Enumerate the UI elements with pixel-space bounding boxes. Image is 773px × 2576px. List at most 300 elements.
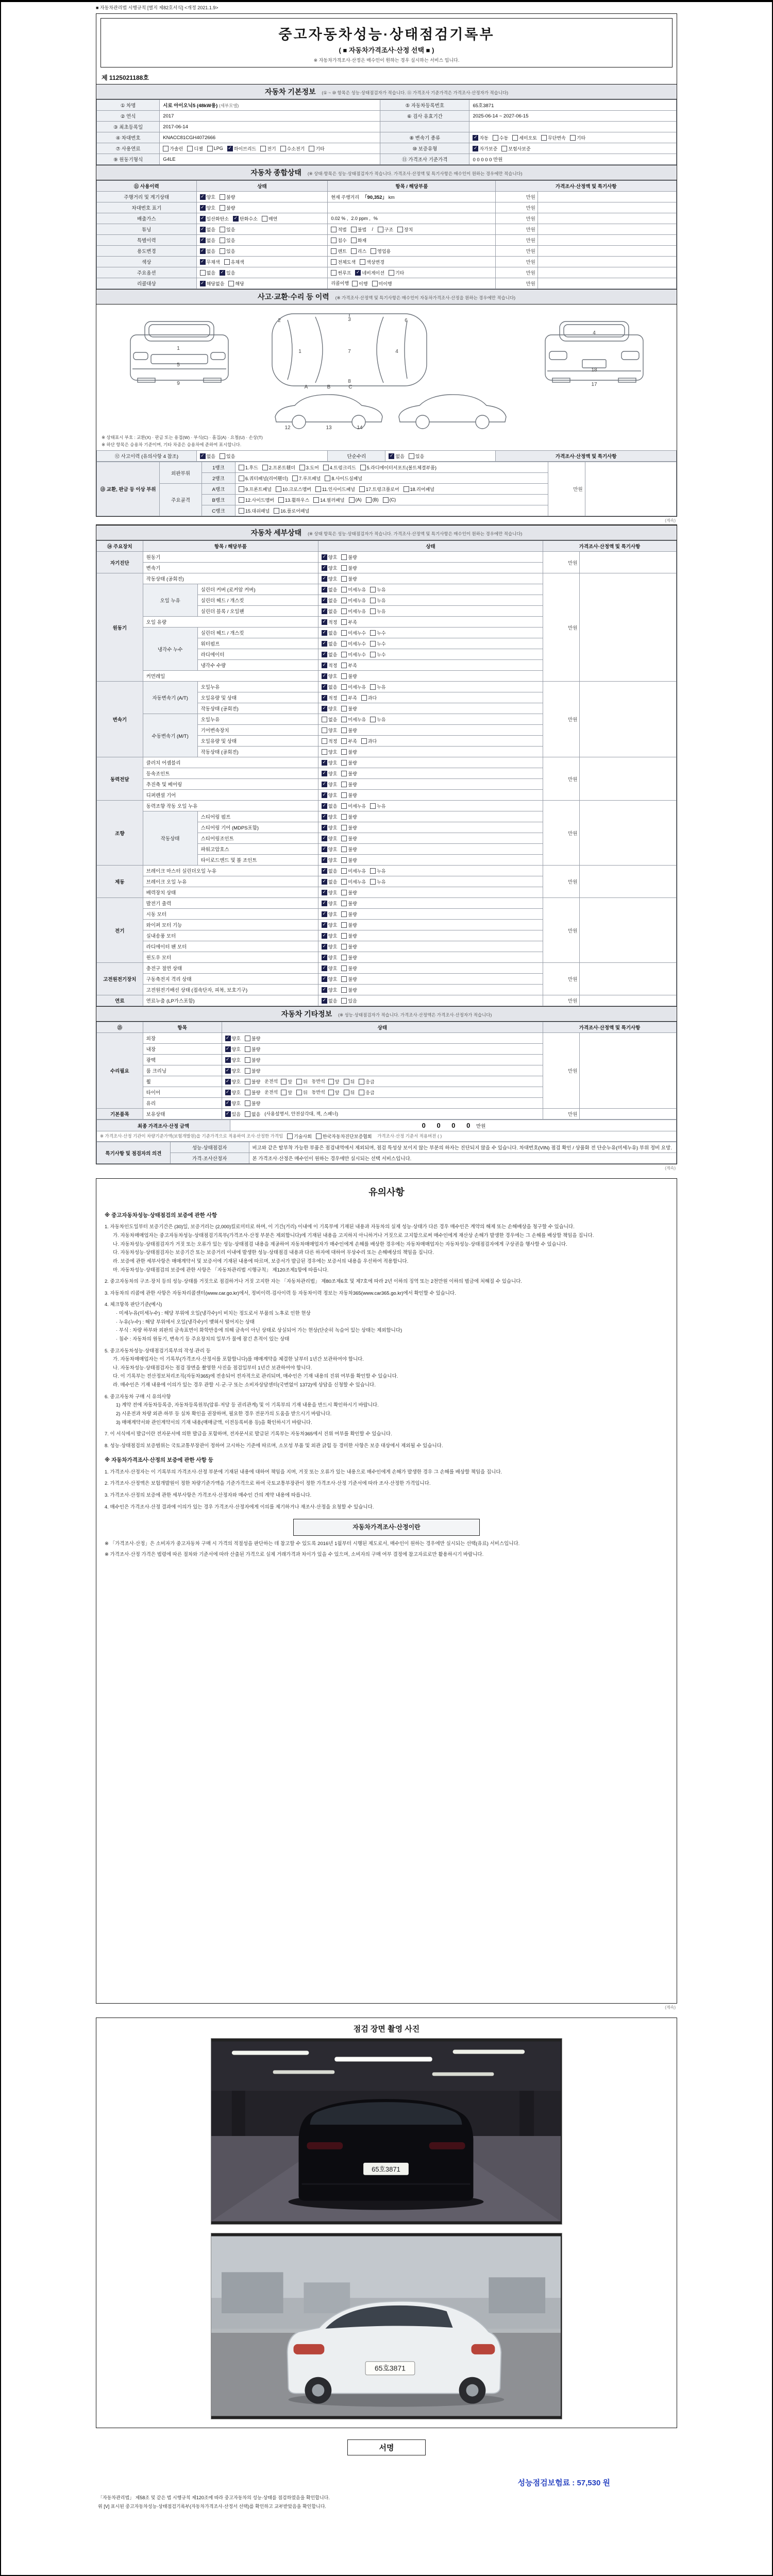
checkbox-option[interactable] xyxy=(322,575,337,582)
checkbox-option[interactable] xyxy=(331,248,346,255)
checkbox-option[interactable] xyxy=(344,1089,355,1096)
checkbox-option[interactable] xyxy=(328,1078,340,1085)
checkbox-option[interactable] xyxy=(370,651,385,658)
checkbox-option[interactable] xyxy=(341,727,357,734)
checkbox-option[interactable] xyxy=(341,673,357,680)
checkbox-option[interactable] xyxy=(341,965,357,972)
checkbox-option[interactable] xyxy=(239,486,272,493)
checkbox-box-icon xyxy=(341,955,347,960)
checkbox-option[interactable] xyxy=(341,878,366,885)
checkbox-option[interactable] xyxy=(370,803,385,809)
final-price-label: 최종 가격조사·산정 금액 xyxy=(97,1120,230,1131)
checkbox-option[interactable] xyxy=(341,857,357,863)
checkbox-label: 양호 xyxy=(231,1090,241,1095)
checkbox-option[interactable] xyxy=(322,976,337,982)
checkbox-option[interactable] xyxy=(200,453,215,460)
checkbox-option[interactable] xyxy=(281,1078,292,1085)
checkbox-box-icon xyxy=(322,955,327,960)
checkbox-option[interactable] xyxy=(200,205,215,211)
vehicle-name-cell xyxy=(160,100,380,111)
checkbox-label: 미세누유 xyxy=(348,717,366,722)
checkbox-option[interactable] xyxy=(341,684,366,690)
first-registration-date: 2017-06-14 xyxy=(160,122,380,132)
checkbox-option[interactable] xyxy=(359,1089,374,1096)
checkbox-label: 양호 xyxy=(328,901,338,906)
checkbox-option[interactable] xyxy=(409,453,424,460)
state-cell xyxy=(318,606,543,617)
checkbox-option[interactable] xyxy=(341,749,357,755)
checkbox-label: 불량 xyxy=(348,911,357,917)
checkbox-option[interactable] xyxy=(200,259,220,265)
checkbox-option[interactable] xyxy=(341,565,357,571)
checkbox-option[interactable] xyxy=(322,954,337,961)
checkbox-box-icon xyxy=(322,717,327,722)
checkbox-box-icon xyxy=(341,890,347,895)
checkbox-option[interactable] xyxy=(220,194,235,200)
checkbox-option[interactable] xyxy=(200,248,215,255)
checkbox-box-icon xyxy=(370,598,376,603)
checkbox-option[interactable] xyxy=(262,215,277,222)
table-row xyxy=(97,143,677,154)
checkbox-option[interactable] xyxy=(225,1035,241,1042)
checkbox-option[interactable] xyxy=(292,475,321,482)
checkbox-option[interactable] xyxy=(344,1078,355,1085)
checkbox-option[interactable] xyxy=(370,868,385,874)
row-label: 색상 xyxy=(97,257,197,267)
notice-item: 2. 가격조사·산정액은 보험개발원이 정한 차량기준가액을 기준가격으로 하여 국토교통부장관이 정한 가격조사·산정 기준서에 따라 조사·산정한 가격입니다. xyxy=(105,1481,431,1487)
checkbox-option[interactable] xyxy=(370,586,385,593)
checkbox-option[interactable] xyxy=(322,759,337,766)
item-label-cell: 동력조향 작동 오일 누유 xyxy=(143,801,318,811)
checkbox-option[interactable] xyxy=(331,269,351,276)
checkbox-box-icon xyxy=(220,205,225,211)
checkbox-option[interactable] xyxy=(225,1067,241,1074)
checkbox-option[interactable] xyxy=(322,835,337,842)
checkbox-box-icon xyxy=(331,238,337,243)
checkbox-option[interactable] xyxy=(341,933,357,939)
checkbox-option[interactable] xyxy=(322,630,337,636)
checkbox-option[interactable] xyxy=(322,922,337,928)
checkbox-option[interactable] xyxy=(225,1111,241,1117)
checkbox-option[interactable] xyxy=(331,237,346,244)
checkbox-option[interactable] xyxy=(370,630,385,636)
checkbox-option[interactable] xyxy=(322,684,337,690)
checkbox-box-icon xyxy=(200,259,206,265)
checkbox-option[interactable] xyxy=(341,759,357,766)
checkbox-label: 양호 xyxy=(328,846,338,852)
checkbox-option[interactable] xyxy=(278,497,309,503)
checkbox-option[interactable] xyxy=(207,146,223,151)
checkbox-option[interactable] xyxy=(313,497,344,503)
checkbox-option[interactable] xyxy=(372,280,392,287)
checkbox-option[interactable] xyxy=(370,716,385,723)
notice-item: ※ 가격조사·산정 가격은 법령에 따른 절차와 기준서에 따라 산출된 가격으로 실제 거래가격과 차이가 있을 수 있으며, 소비자의 구매 여부 결정에 참고자료로만 활용하시기 바랍니다. xyxy=(105,1551,484,1557)
checkbox-option[interactable] xyxy=(341,630,366,636)
checkbox-box-icon xyxy=(341,608,347,614)
checkbox-option[interactable] xyxy=(351,226,366,233)
svg-text:2: 2 xyxy=(278,318,281,324)
price-cell: 만원 xyxy=(543,963,580,995)
checkbox-option[interactable] xyxy=(322,857,337,863)
section-comprehensive-title xyxy=(96,165,677,180)
checkbox-label: 불량 xyxy=(348,814,357,820)
checkbox-option[interactable] xyxy=(341,846,357,853)
checkbox-option[interactable] xyxy=(322,565,337,571)
checkbox-option[interactable] xyxy=(322,554,337,561)
checkbox-box-icon xyxy=(351,227,357,232)
price-cell: 만원 xyxy=(496,278,538,289)
remark-cell xyxy=(580,866,677,898)
checkbox-box-icon xyxy=(323,465,329,470)
checkbox-option[interactable] xyxy=(260,145,276,152)
checkbox-option[interactable] xyxy=(220,226,235,233)
checkbox-option[interactable] xyxy=(322,814,337,820)
checkbox-option[interactable] xyxy=(341,651,366,658)
checkbox-option[interactable] xyxy=(341,586,366,593)
checkbox-option[interactable] xyxy=(341,943,357,950)
checkbox-label: 부족 xyxy=(348,695,357,701)
notice-item: 4. 체크항목 판단기준(예시) xyxy=(105,1302,162,1308)
fee-unit: 원 xyxy=(602,2479,610,2487)
checkbox-option[interactable] xyxy=(322,943,337,950)
checkbox-option[interactable] xyxy=(296,1078,308,1085)
checkbox-option[interactable] xyxy=(360,259,384,265)
checkbox-option[interactable] xyxy=(341,554,357,561)
checkbox-label: 부족 xyxy=(348,619,357,625)
checkbox-label: 있음 xyxy=(226,453,236,459)
checkbox-box-icon xyxy=(225,1111,231,1117)
sub-group-cell: 자동변속기 (A/T) xyxy=(143,682,197,714)
checkbox-option[interactable] xyxy=(322,803,337,809)
checkbox-box-icon xyxy=(409,453,414,459)
checkbox-option[interactable] xyxy=(296,1089,308,1096)
checkbox-option[interactable] xyxy=(281,1089,292,1096)
checkbox-option[interactable] xyxy=(233,215,258,222)
checkbox-option[interactable] xyxy=(404,486,434,493)
continue-note: (계속) xyxy=(665,1166,676,1171)
checkbox-box-icon xyxy=(370,868,376,874)
checkbox-option[interactable] xyxy=(371,248,391,255)
checkbox-option[interactable] xyxy=(341,781,357,788)
checkbox-label: 전기 xyxy=(267,146,276,151)
checkbox-option[interactable] xyxy=(245,1100,260,1107)
checkbox-option[interactable] xyxy=(322,889,337,896)
checkbox-option[interactable] xyxy=(378,226,393,233)
remark-cell xyxy=(537,192,676,202)
checkbox-option[interactable] xyxy=(341,803,366,809)
checkbox-option[interactable] xyxy=(239,507,270,514)
table-row xyxy=(97,132,677,143)
notice-item: · 미세누유(미세누수) : 해당 부위에 오일(냉각수)이 비치는 정도로서 부품의 노후로 인한 현상 xyxy=(116,1311,311,1316)
checkbox-option[interactable] xyxy=(397,226,413,233)
checkbox-option[interactable] xyxy=(245,1067,260,1074)
checkbox-box-icon xyxy=(341,630,347,636)
checkbox-option[interactable] xyxy=(322,738,337,744)
checkbox-box-icon xyxy=(322,976,327,982)
checkbox-label: 양호 xyxy=(328,922,338,928)
checkbox-box-icon xyxy=(341,868,347,874)
checkbox-option[interactable] xyxy=(200,237,215,244)
checkbox-option[interactable] xyxy=(370,597,385,604)
accident-history-checks xyxy=(196,451,328,462)
checkbox-option[interactable] xyxy=(351,248,366,255)
checkbox-option[interactable] xyxy=(328,1089,340,1096)
checkbox-option[interactable] xyxy=(276,486,311,493)
checkbox-box-icon xyxy=(200,238,206,243)
checkbox-option[interactable] xyxy=(245,1057,260,1063)
checkbox-option[interactable] xyxy=(322,705,337,712)
checkbox-option[interactable] xyxy=(322,868,337,874)
checkbox-option[interactable] xyxy=(322,900,337,907)
checkbox-option[interactable] xyxy=(322,911,337,918)
checkbox-option[interactable] xyxy=(370,878,385,885)
checkbox-option[interactable] xyxy=(245,1035,260,1042)
checkbox-option[interactable] xyxy=(331,259,356,265)
checkbox-option[interactable] xyxy=(325,475,362,482)
checkbox-option[interactable] xyxy=(341,662,357,669)
checkbox-option[interactable] xyxy=(245,1111,260,1117)
checkbox-option[interactable] xyxy=(341,835,357,842)
checkbox-option[interactable] xyxy=(341,597,366,604)
checkbox-label: 양호 xyxy=(328,814,338,820)
device-group-cell: 변속기 xyxy=(97,682,143,757)
checkbox-option[interactable] xyxy=(341,738,357,744)
checkbox-label: 15.대쉬패널 xyxy=(245,508,270,514)
checkbox-option[interactable] xyxy=(341,987,357,993)
checkbox-option[interactable] xyxy=(360,464,436,471)
checkbox-option[interactable] xyxy=(341,900,357,907)
item-label-cell: 작동상태 (공회전) xyxy=(197,703,318,714)
checkbox-box-icon xyxy=(360,465,366,470)
checkbox-option[interactable] xyxy=(341,997,357,1004)
checkbox-option[interactable] xyxy=(280,145,305,152)
checkbox-box-icon xyxy=(473,135,478,141)
checkbox-option[interactable] xyxy=(322,673,337,680)
checkbox-option[interactable] xyxy=(341,889,357,896)
checkbox-option[interactable] xyxy=(341,575,357,582)
checkbox-label: 불량 xyxy=(348,955,357,960)
checkbox-option[interactable] xyxy=(239,475,288,482)
checkbox-option[interactable] xyxy=(274,507,309,514)
checkbox-option[interactable] xyxy=(493,134,508,141)
checkbox-option[interactable] xyxy=(200,280,225,287)
checkbox-box-icon xyxy=(366,497,372,503)
checkbox-option[interactable] xyxy=(341,954,357,961)
checkbox-option[interactable] xyxy=(322,933,337,939)
checkbox-option[interactable] xyxy=(224,259,244,265)
checkbox-option[interactable] xyxy=(341,976,357,982)
checkbox-box-icon xyxy=(331,248,337,254)
checkbox-option[interactable] xyxy=(341,824,357,831)
checkbox-option[interactable] xyxy=(341,705,357,712)
checkbox-option[interactable] xyxy=(322,824,337,831)
item-cell xyxy=(328,278,496,289)
checkbox-option[interactable] xyxy=(322,749,337,755)
checkbox-option[interactable] xyxy=(473,134,488,141)
checkbox-option[interactable] xyxy=(355,269,384,276)
checkbox-option[interactable] xyxy=(163,145,183,152)
checkbox-option[interactable] xyxy=(341,792,357,799)
checkbox-option[interactable] xyxy=(341,619,357,625)
checkbox-label: 불량 xyxy=(226,194,236,200)
final-price-value: 0 0 0 0 xyxy=(422,1122,475,1129)
checkbox-option[interactable] xyxy=(227,145,256,152)
checkbox-option[interactable] xyxy=(299,464,319,471)
checkbox-label: (A) xyxy=(355,497,362,502)
checkbox-option[interactable] xyxy=(322,965,337,972)
checkbox-option[interactable] xyxy=(473,145,497,152)
checkbox-option[interactable] xyxy=(322,619,337,625)
checkbox-option[interactable] xyxy=(341,640,366,647)
checkbox-option[interactable] xyxy=(225,1100,241,1107)
checkbox-option[interactable] xyxy=(389,269,404,276)
item-cell xyxy=(328,202,496,213)
checkbox-label: 7.루프패널 xyxy=(299,476,321,481)
panel-basic xyxy=(96,13,677,517)
checkbox-option[interactable] xyxy=(341,608,366,615)
row-label: 튜닝 xyxy=(97,224,197,235)
checkbox-option[interactable] xyxy=(322,727,337,734)
checkbox-option[interactable] xyxy=(200,215,229,222)
checkbox-option[interactable] xyxy=(322,770,337,777)
state-cell xyxy=(318,779,543,790)
remark-cell xyxy=(580,682,677,757)
checkbox-option[interactable] xyxy=(322,878,337,885)
checkbox-option[interactable] xyxy=(220,205,235,211)
state-cell xyxy=(318,941,543,952)
checkbox-option[interactable] xyxy=(316,1133,372,1140)
notice-item: · 부식 : 차량 하부와 외판의 금속표면이 화학반응에 의해 금속이 아닌 상태로 상실되어 가는 현상(단순히 녹슬어 있는 상태는 제외합니다) xyxy=(116,1328,402,1334)
checkbox-option[interactable] xyxy=(323,464,356,471)
checkbox-option[interactable] xyxy=(322,608,337,615)
fuel-type-checks xyxy=(160,143,380,154)
checkbox-option[interactable] xyxy=(349,497,362,503)
checkbox-label: 누유 xyxy=(377,717,386,722)
checkbox-option[interactable] xyxy=(361,738,377,744)
checkbox-option[interactable] xyxy=(200,269,215,276)
checkbox-option[interactable] xyxy=(359,486,399,493)
rank-cell: C랭크 xyxy=(201,505,235,516)
checkbox-option[interactable] xyxy=(225,1078,241,1085)
checkbox-option[interactable] xyxy=(187,145,203,152)
checkbox-option[interactable] xyxy=(225,1089,241,1096)
checkbox-label: 없음 xyxy=(328,652,338,657)
notice-body xyxy=(96,1204,677,1567)
checkbox-option[interactable] xyxy=(341,770,357,777)
checkbox-option[interactable] xyxy=(309,145,324,152)
checkbox-option[interactable] xyxy=(341,716,366,723)
checkbox-option[interactable] xyxy=(245,1046,260,1053)
state-cell xyxy=(318,833,543,844)
checkbox-option[interactable] xyxy=(220,237,235,244)
checkbox-option[interactable] xyxy=(370,640,385,647)
checkbox-option[interactable] xyxy=(287,1133,312,1140)
checkbox-label: 양호 xyxy=(328,857,338,863)
checkbox-option[interactable] xyxy=(200,226,215,233)
checkbox-option[interactable] xyxy=(239,464,258,471)
checkbox-option[interactable] xyxy=(220,453,235,460)
state-cell xyxy=(318,736,543,747)
checkbox-option[interactable] xyxy=(322,597,337,604)
checkbox-option[interactable] xyxy=(245,1089,260,1096)
checkbox-option[interactable] xyxy=(389,453,404,460)
checkbox-option[interactable] xyxy=(220,248,235,255)
checkbox-option[interactable] xyxy=(322,997,337,1004)
checkbox-option[interactable] xyxy=(262,464,295,471)
checkbox-option[interactable] xyxy=(331,226,346,233)
checkbox-option[interactable] xyxy=(341,911,357,918)
item-label-cell: 실내송풍 모터 xyxy=(143,930,318,941)
checkbox-option[interactable] xyxy=(239,497,274,503)
checkbox-label: 수동 xyxy=(499,135,509,141)
checkbox-option[interactable] xyxy=(200,194,215,200)
checkbox-option[interactable] xyxy=(315,486,355,493)
checkbox-option[interactable] xyxy=(352,280,367,287)
checkbox-option[interactable] xyxy=(322,651,337,658)
checkbox-option[interactable] xyxy=(228,280,244,287)
checkbox-option[interactable] xyxy=(322,792,337,799)
checkbox-option[interactable] xyxy=(341,694,357,701)
field-label: ④ 차대번호 xyxy=(97,132,160,143)
photo-section-title: 점검 장면 촬영 사진 xyxy=(353,2025,420,2033)
svg-text:18: 18 xyxy=(591,367,597,373)
checkbox-option[interactable] xyxy=(341,868,366,874)
checkbox-option[interactable] xyxy=(322,694,337,701)
checkbox-label: 17.트렁크플로어 xyxy=(365,486,399,492)
checkbox-option[interactable] xyxy=(322,586,337,593)
checkbox-option[interactable] xyxy=(341,922,357,928)
checkbox-box-icon xyxy=(361,738,367,744)
checkbox-option[interactable] xyxy=(225,1057,241,1063)
checkbox-option[interactable] xyxy=(501,145,530,152)
remark-cell xyxy=(580,995,677,1006)
checkbox-option[interactable] xyxy=(570,134,585,141)
remark-cell xyxy=(537,235,676,246)
checkbox-option[interactable] xyxy=(341,814,357,820)
device-group-cell: 자기진단 xyxy=(97,552,143,573)
checkbox-option[interactable] xyxy=(512,134,537,141)
checkbox-option[interactable] xyxy=(220,269,235,276)
checkbox-option[interactable] xyxy=(359,1078,374,1085)
text-fragment: 운전석 xyxy=(264,1090,278,1095)
item-label-cell: 클러치 어셈블리 xyxy=(143,757,318,768)
fee-value: 57,530 xyxy=(577,2479,601,2487)
checkbox-option[interactable] xyxy=(370,608,385,615)
checkbox-option[interactable] xyxy=(322,716,337,723)
checkbox-option[interactable] xyxy=(225,1046,241,1053)
checkbox-label: 불량 xyxy=(348,944,357,950)
checkbox-option[interactable] xyxy=(322,662,337,669)
checkbox-label: 양호 xyxy=(231,1100,241,1106)
checkbox-option[interactable] xyxy=(370,684,385,690)
checkbox-option[interactable] xyxy=(366,497,379,503)
checkbox-option[interactable] xyxy=(322,781,337,788)
svg-text:A: A xyxy=(304,384,308,390)
checkbox-option[interactable] xyxy=(361,694,377,701)
checkbox-option[interactable] xyxy=(322,987,337,993)
checkbox-option[interactable] xyxy=(322,640,337,647)
checkbox-option[interactable] xyxy=(245,1078,260,1085)
checkbox-option[interactable] xyxy=(322,846,337,853)
checkbox-option[interactable] xyxy=(351,237,366,244)
table-row xyxy=(97,111,677,122)
checkbox-label: 탄화수소 xyxy=(240,216,258,222)
item-label-cell: 보유상태 xyxy=(143,1109,222,1120)
checkbox-option[interactable] xyxy=(383,497,396,503)
checkbox-label: 누수 xyxy=(377,641,386,647)
checkbox-label: 침수 xyxy=(338,238,347,243)
checkbox-option[interactable] xyxy=(541,134,566,141)
